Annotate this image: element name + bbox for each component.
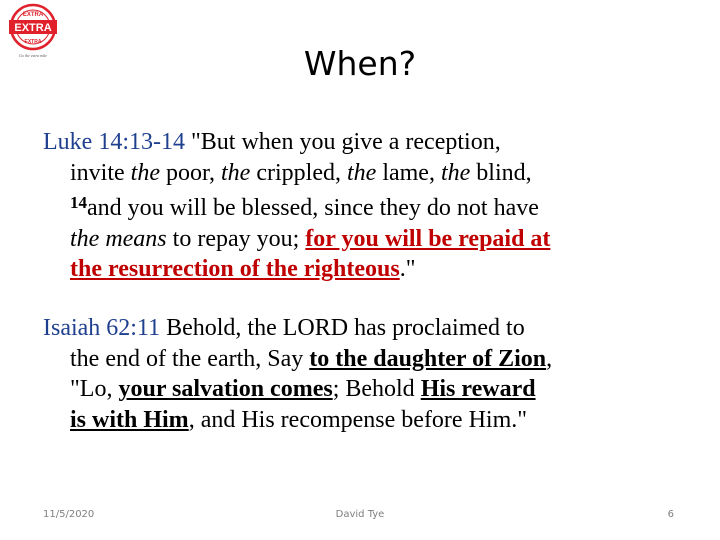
footer-author: David Tye — [335, 509, 385, 520]
passage-text: Behold, the LORD has proclaimed to — [160, 315, 525, 341]
slide-number: 6 — [667, 509, 674, 520]
passage-text: the end of the earth, Say — [70, 345, 310, 372]
passage-text: , — [546, 345, 553, 372]
slide-title: When? — [303, 44, 417, 83]
emphasis-bold: your salvation comes — [118, 376, 333, 402]
passage-line — [43, 313, 693, 344]
passage-line — [43, 224, 693, 255]
logo-bottom-text: EXTRA — [24, 39, 42, 45]
passage-text: , and His recompense before Him." — [188, 406, 528, 433]
italic-word: the — [346, 159, 377, 186]
passage-text: to repay you; — [166, 225, 306, 252]
verse-number: 14 — [70, 193, 87, 212]
passage-text: crippled, — [250, 159, 347, 186]
passage-text: and you will be blessed, since they do not have — [87, 195, 539, 221]
emphasis-bold: to the daughter of Zion — [309, 345, 547, 372]
passage-text: "Lo, — [70, 376, 119, 402]
passage-text: blind, — [470, 159, 532, 186]
footer-date: 11/5/2020 — [43, 509, 95, 520]
passage-line — [43, 158, 693, 189]
logo-tagline: Go the extra mile — [19, 53, 47, 58]
passage-text: "But when you give a reception, — [184, 129, 501, 155]
scripture-reference: Luke 14:13-14 — [43, 129, 185, 155]
italic-word: the — [221, 159, 251, 186]
isaiah-passage — [43, 313, 693, 435]
logo-top-text: EXTRA — [22, 12, 44, 18]
passage-text: ; Behold — [332, 376, 421, 402]
emphasis-red: the resurrection of the righteous — [70, 256, 400, 282]
logo-center-text: EXTRA — [14, 22, 52, 34]
passage-line — [43, 374, 693, 405]
italic-phrase: the means — [70, 225, 167, 252]
passage-text: poor, — [159, 159, 222, 186]
passage-text: lame, — [376, 159, 441, 186]
passage-line — [43, 254, 693, 285]
passage-line — [43, 344, 693, 375]
passage-text: invite — [70, 159, 131, 186]
italic-word: the — [130, 159, 160, 186]
passage-line — [43, 127, 693, 158]
passage-line — [43, 188, 693, 224]
emphasis-bold: His reward — [420, 376, 536, 402]
luke-passage — [43, 127, 693, 285]
italic-word: the — [440, 159, 471, 186]
passage-text: ." — [399, 256, 416, 282]
emphasis-red: for you will be repaid at — [305, 225, 551, 252]
scripture-reference: Isaiah 62:11 — [43, 315, 161, 341]
passage-line — [43, 405, 693, 436]
emphasis-bold: is with Him — [70, 406, 189, 433]
